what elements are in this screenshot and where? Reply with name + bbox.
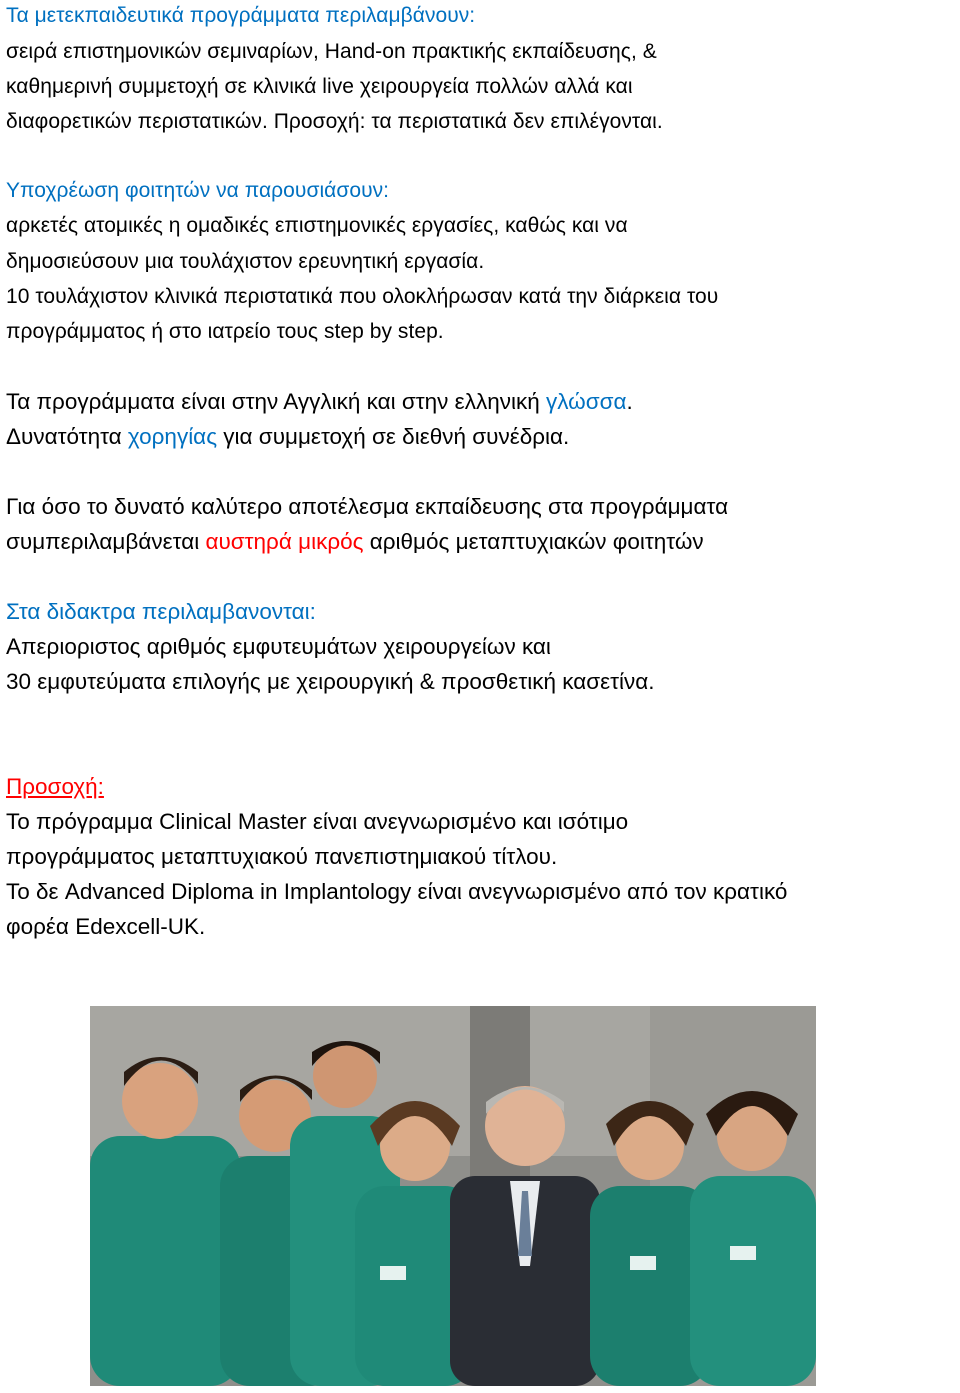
text-line: σειρά επιστημονικών σεμιναρίων, Hand-on πρακτικής εκπαίδευσης, &: [6, 40, 657, 63]
text-fragment: για συμμετοχή σε διεθνή συνέδρια.: [217, 424, 570, 449]
highlight-language: γλώσσα: [545, 389, 627, 414]
text-line: δημοσιεύσουν μια τουλάχιστον ερευνητική εργασία.: [6, 250, 485, 273]
sponsorship-line: [6, 424, 569, 450]
language-line: [6, 389, 633, 415]
section-heading-programs: Τα μετεκπαιδευτικά προγράμματα περιλαμβάνουν:: [6, 4, 476, 27]
text-line: διαφορετικών περιστατικών. Προσοχή: τα περιστατικά δεν επιλέγονται.: [6, 110, 663, 133]
text-line: Απεριοριστος αριθμός εμφυτευμάτων χειρουργείων και: [6, 634, 551, 659]
text-line: Για όσο το δυνατό καλύτερο αποτέλεσμα εκπαίδευσης στα προγράμματα: [6, 494, 729, 519]
text-fragment: Δυνατότητα: [6, 424, 128, 449]
text-fragment: Τα προγράμματα είναι στην Αγγλική και στην ελληνική: [6, 389, 546, 414]
section-heading-attention: Προσοχή:: [6, 774, 104, 799]
text-fragment: .: [626, 389, 633, 414]
text-line: προγράμματος ή στο ιατρείο τους step by step.: [6, 320, 444, 343]
text-line: καθημερινή συμμετοχή σε κλινικά live χειρουργεία πολλών αλλά και: [6, 75, 633, 98]
text-line: προγράμματος μεταπτυχιακού πανεπιστημιακού τίτλου.: [6, 844, 558, 869]
text-line: Το πρόγραμμα Clinical Master είναι ανεγνωρισμένο και ισότιμο: [6, 809, 629, 834]
text-line: αρκετές ατομικές η ομαδικές επιστημονικές εργασίες, καθώς και να: [6, 214, 628, 237]
text-fragment: συμπεριλαμβάνεται: [6, 529, 206, 554]
text-line: φορέα Edexcell-UK.: [6, 914, 206, 939]
text-fragment: αριθμός μεταπτυχιακών φοιτητών: [363, 529, 704, 554]
class-size-line: [6, 529, 704, 555]
section-heading-obligations: Υποχρέωση φοιτητών να παρουσιάσουν:: [6, 179, 390, 202]
text-line: Το δε Advanced Diploma in Implantology είναι ανεγνωρισμένο από τον κρατικό: [6, 879, 788, 904]
highlight-sponsorship: χορηγίας: [127, 424, 218, 449]
section-heading-tuition: Στα διδακτρα περιλαμβανονται:: [6, 599, 316, 624]
highlight-small-number: αυστηρά μικρός: [205, 529, 364, 554]
text-line: 10 τουλάχιστον κλινικά περιστατικά που ολοκλήρωσαν κατά την διάρκεια του: [6, 285, 719, 308]
group-photo: [90, 1006, 816, 1386]
text-line: 30 εμφυτεύματα επιλογής με χειρουργική & προσθετική κασετίνα.: [6, 669, 655, 694]
